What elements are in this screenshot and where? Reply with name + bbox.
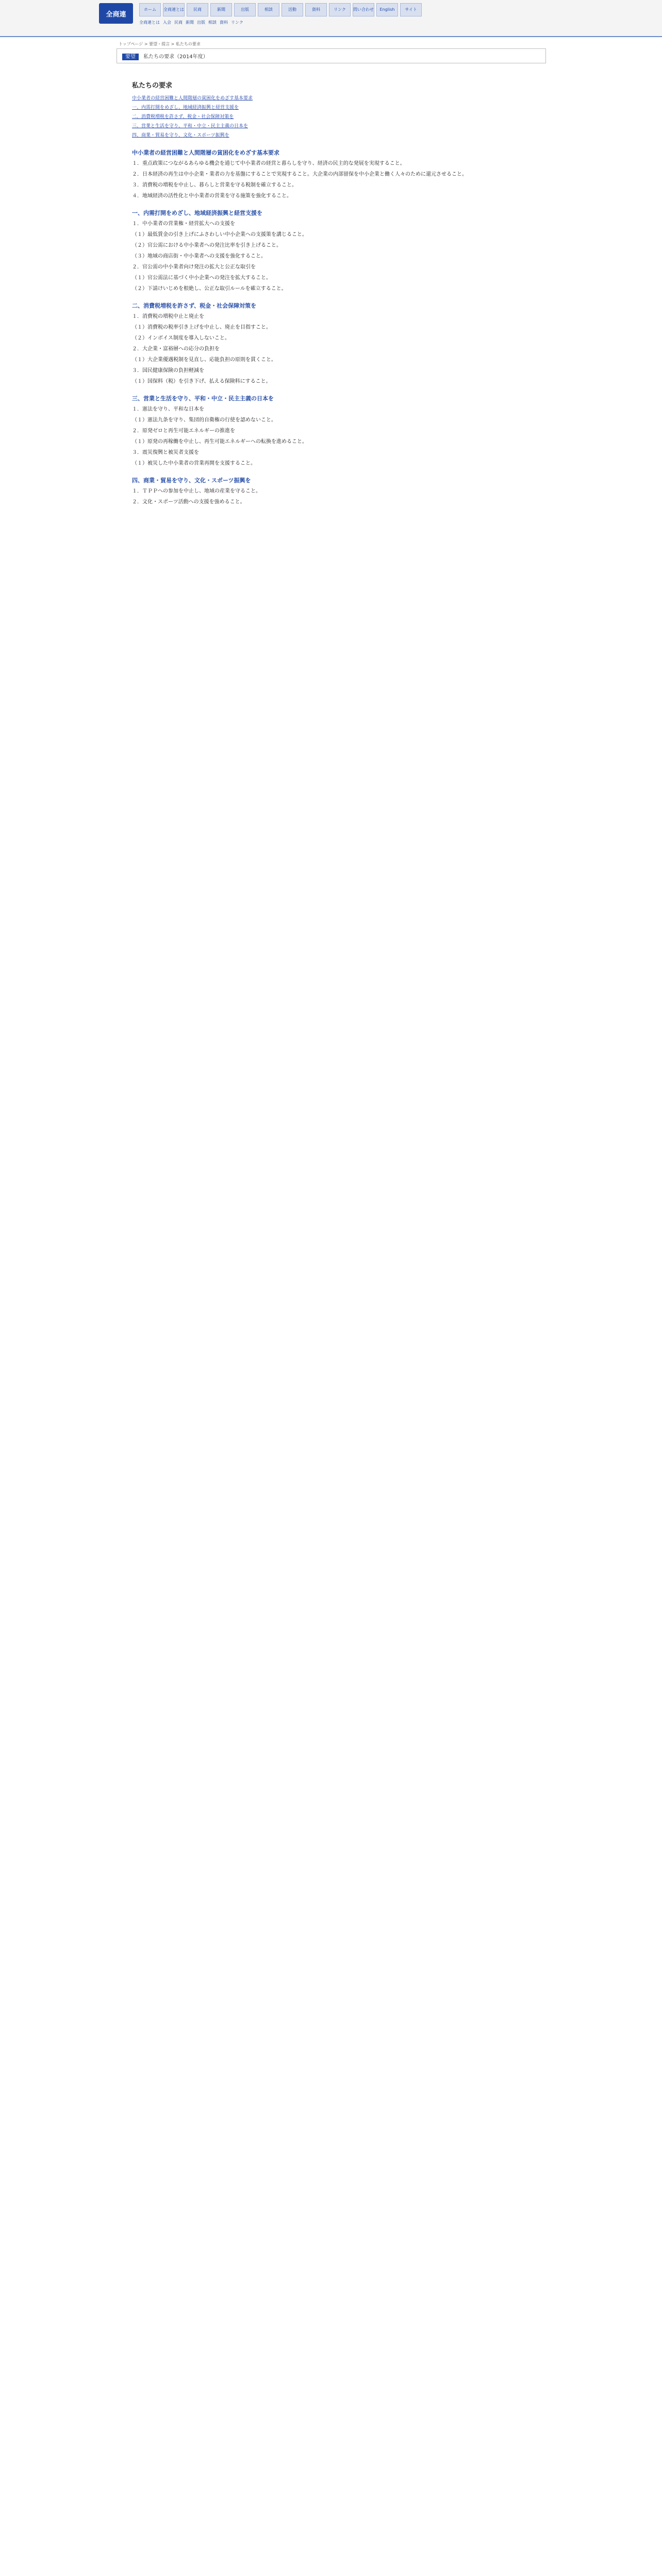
subnav-item[interactable]: リンク <box>231 20 243 25</box>
subnav-item[interactable]: 出版 <box>197 20 205 25</box>
nav-item[interactable]: 問い合わせ <box>353 3 374 16</box>
subnav-item[interactable]: 入会 <box>163 20 171 25</box>
subnav-item[interactable]: 民商 <box>174 20 183 25</box>
article <box>117 63 546 506</box>
nav-item[interactable]: 活動 <box>282 3 303 16</box>
section-heading: 中小業者の経営困難と人間階層の貧困化をめざす基本要求 <box>132 149 279 156</box>
nav-item[interactable]: 出版 <box>234 3 256 16</box>
section-paragraph: ２．文化・スポーツ活動への支援を強めること。 <box>132 499 245 505</box>
toc-link[interactable]: 三、営業と生活を守り、平和・中立・民主主義の日本を <box>132 124 249 129</box>
site-logo[interactable]: 全商連 <box>99 3 133 24</box>
section-paragraph: （１）最低賃金の引き上げにふさわしい中小企業への支援策を講じること。 <box>132 232 307 238</box>
section-paragraph: ２．大企業・富裕層への応分の負担を <box>132 346 220 352</box>
section-heading: 二、消費税増税を許さず、税金・社会保障対策を <box>132 302 257 309</box>
nav-item[interactable]: ホーム <box>139 3 161 16</box>
section-paragraph: （２）下請けいじめを根絶し、公正な取引ルールを確立すること。 <box>132 286 287 292</box>
section-paragraph: （２）インボイス制度を導入しないこと。 <box>132 335 230 341</box>
toc-link[interactable]: 二、消費税増税を許さず、税金・社会保障対策を <box>132 114 234 120</box>
nav-item[interactable]: English <box>376 3 398 16</box>
page-title: 私たちの要求 <box>132 82 173 90</box>
section-paragraph: １．ＴＰＰへの参加を中止し、地域の産業を守ること。 <box>132 488 261 494</box>
nav-item[interactable]: 新聞 <box>210 3 232 16</box>
section-paragraph: （２）官公需における中小業者への発注比率を引き上げること。 <box>132 243 282 248</box>
section-paragraph: １．重点政策につながるあらゆる機会を通じて中小業者の経営と暮らしを守り、経済の民主的な発展を実現すること。 <box>132 161 405 166</box>
section-paragraph: ３．震災復興と被災者支援を <box>132 450 199 455</box>
section-heading: 三、営業と生活を守り、平和・中立・民主主義の日本を <box>132 395 274 402</box>
section-heading: 一、内需打開をめざし、地域経済振興と経営支援を <box>132 210 262 216</box>
nav-item[interactable]: 民商 <box>187 3 208 16</box>
section-paragraph: （１）国保料（税）を引き下げ、払える保険料にすること。 <box>132 379 271 384</box>
toc-link[interactable]: 四、商業・貿易を守り、文化・スポーツ振興を <box>132 133 229 138</box>
section-heading: 四、商業・貿易を守り、文化・スポーツ振興を <box>132 477 251 484</box>
breadcrumb[interactable]: トップページ > 要望・提言 > 私たちの要求 <box>119 42 201 46</box>
section-paragraph: ２．原発ゼロと再生可能エネルギーの推進を <box>132 428 235 434</box>
section-paragraph: ３．国民健康保険の負担軽減を <box>132 368 204 374</box>
section-paragraph: １．中小業者の営業権・経営拡大への支援を <box>132 221 235 227</box>
headline-box <box>117 48 546 63</box>
nav-item[interactable]: 全商連とは <box>163 3 185 16</box>
subnav-item[interactable]: 新聞 <box>186 20 194 25</box>
site-header <box>0 0 662 37</box>
section-paragraph: （１）憲法九条を守り、集団的自衛権の行使を認めないこと。 <box>132 417 276 423</box>
toc-link[interactable]: 一、内需打開をめざし、地域経済振興と経営支援を <box>132 105 239 110</box>
nav-item[interactable]: リンク <box>329 3 351 16</box>
main-nav <box>139 3 422 16</box>
sections <box>132 149 531 506</box>
subnav-item[interactable]: 資料 <box>220 20 228 25</box>
subnav-item[interactable]: 全商連とは <box>139 20 160 25</box>
section-paragraph: （１）消費税の税率引き上げを中止し、廃止を目指すこと。 <box>132 325 271 330</box>
main-content <box>117 45 546 509</box>
section-paragraph: （１）大企業優遇税制を見直し、応能負担の原則を貫くこと。 <box>132 357 276 363</box>
section-paragraph: （１）被災した中小業者の営業再開を支援すること。 <box>132 461 256 466</box>
nav-item[interactable]: 相談 <box>258 3 279 16</box>
section-paragraph: ４．地域経済の活性化と中小業者の営業を守る施策を強化すること。 <box>132 193 292 199</box>
headline-text: 私たちの要求（2014年度） <box>143 54 208 60</box>
section-paragraph: ２．官公需の中小業者向け発注の拡大と公正な取引を <box>132 264 256 270</box>
category-tag: 要望 <box>122 54 139 60</box>
section-paragraph: （３）地域の商店街・中小業者への支援を強化すること。 <box>132 253 266 259</box>
sub-nav <box>139 20 243 25</box>
section-paragraph: ２．日本経済の再生は中小企業・業者の力を基盤にすることで実現すること。大企業の内部留保を中小企業と働く人々のために還元させること。 <box>132 172 467 177</box>
section-paragraph: １．消費税の増税中止と廃止を <box>132 314 204 319</box>
section-paragraph: １．憲法を守り、平和な日本を <box>132 406 204 412</box>
table-of-contents <box>132 95 531 140</box>
nav-item[interactable]: サイト <box>400 3 422 16</box>
section-paragraph: ３．消費税の増税を中止し、暮らしと営業を守る税制を確立すること。 <box>132 182 297 188</box>
toc-link[interactable]: 中小業者の経営困難と人間階層の貧困化をめざす基本要求 <box>132 96 253 101</box>
section-paragraph: （１）原発の再稼働を中止し、再生可能エネルギーへの転換を進めること。 <box>132 439 307 445</box>
section-paragraph: （１）官公需法に基づく中小企業への発注を拡大すること。 <box>132 275 271 281</box>
nav-item[interactable]: 資料 <box>305 3 327 16</box>
subnav-item[interactable]: 相談 <box>208 20 217 25</box>
